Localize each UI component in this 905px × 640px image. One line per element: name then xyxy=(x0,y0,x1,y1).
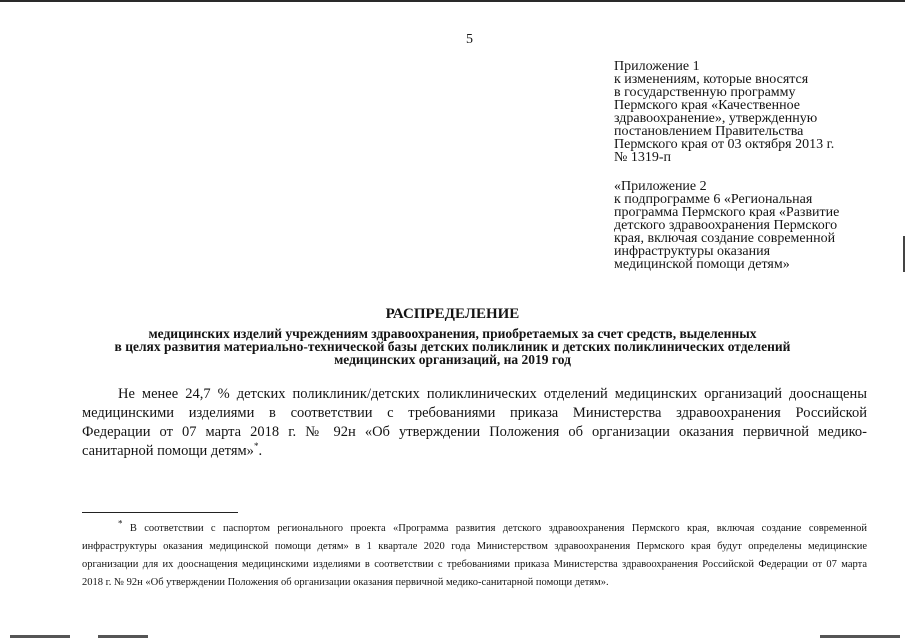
body-line-last xyxy=(82,442,867,461)
body-line: медицинскими изделиями в соответствии с требованиями приказа Министерства здравоохранения Российской xyxy=(82,405,867,421)
attachment-2-line: инфраструктуры оказания xyxy=(614,244,771,259)
attachment-1-line: в государственную программу xyxy=(614,85,796,100)
attachment-2-line: к подпрограмме 6 «Региональная xyxy=(614,192,813,207)
attachment-1-block xyxy=(614,60,884,164)
footnote xyxy=(82,520,867,592)
attachment-1-line: Пермского края от 03 октября 2013 г. xyxy=(614,137,835,152)
body-line-text: санитарной помощи детям» xyxy=(82,443,254,459)
attachment-2-line: детского здравоохранения Пермского xyxy=(614,218,838,233)
scan-edge-bottom xyxy=(0,635,905,640)
subtitle-line: медицинских организаций, на 2019 год xyxy=(334,352,571,367)
attachment-1-line: постановлением Правительства xyxy=(614,124,804,139)
attachment-2-line: программа Пермского края «Развитие xyxy=(614,205,840,220)
footnote-mark: * xyxy=(118,518,123,529)
attachment-1-line: к изменениям, которые вносятся xyxy=(614,72,809,87)
attachment-2-line: медицинской помощи детям» xyxy=(614,257,790,272)
page-number: 5 xyxy=(466,32,473,47)
attachment-1-line: № 1319-п xyxy=(614,150,672,165)
attachment-2-block xyxy=(614,180,884,271)
body-end-punct: . xyxy=(258,443,263,459)
body-paragraph xyxy=(82,385,867,461)
footnote-line: 2018 г. № 92н «Об утверждении Положения об организации оказания первичной медико-санитарной помощи детям». xyxy=(82,577,609,588)
subtitle-line: медицинских изделий учреждениям здравоохранения, приобретаемых за счет средств, выделенных xyxy=(148,326,757,341)
attachment-1-line: Пермского края «Качественное xyxy=(614,98,800,113)
attachment-1-line: здравоохранение», утвержденную xyxy=(614,111,818,126)
document-title: РАСПРЕДЕЛЕНИЕ xyxy=(385,306,520,322)
footnote-reference: * xyxy=(253,441,259,452)
footnote-divider xyxy=(82,512,238,513)
footnote-line xyxy=(82,520,867,538)
body-line: Федерации от 07 марта 2018 г. № 92н «Об утверждении Положения об организации оказания первичной медико- xyxy=(82,424,867,440)
footnote-line-text: В соответствии с паспортом регионального проекта «Программа развития детского здравоохранения Пермского края, включая создание современной xyxy=(129,523,868,534)
attachment-2-line: «Приложение 2 xyxy=(614,179,707,194)
attachment-2-line: края, включая создание современной xyxy=(614,231,836,246)
subtitle-line: в целях развития материально-технической базы детских поликлиник и детских поликлинических отделений xyxy=(114,339,791,354)
footnote-line: инфраструктуры оказания медицинской помощи детям» в 1 квартале 2020 года Министерством здравоохранения Пермского края будут определены медицинские xyxy=(82,541,867,552)
footnote-line: организации для их дооснащения медицинскими изделиями в соответствии с требованиями приказа Министерства здравоохранения Российской Федерации от 07 марта xyxy=(82,559,867,570)
scan-edge-top xyxy=(0,0,905,2)
document-subtitle xyxy=(80,327,825,366)
body-line: Не менее 24,7 % детских поликлиник/детских поликлинических отделений медицинских организаций дооснащены xyxy=(118,386,867,402)
attachment-1-line: Приложение 1 xyxy=(614,59,700,74)
